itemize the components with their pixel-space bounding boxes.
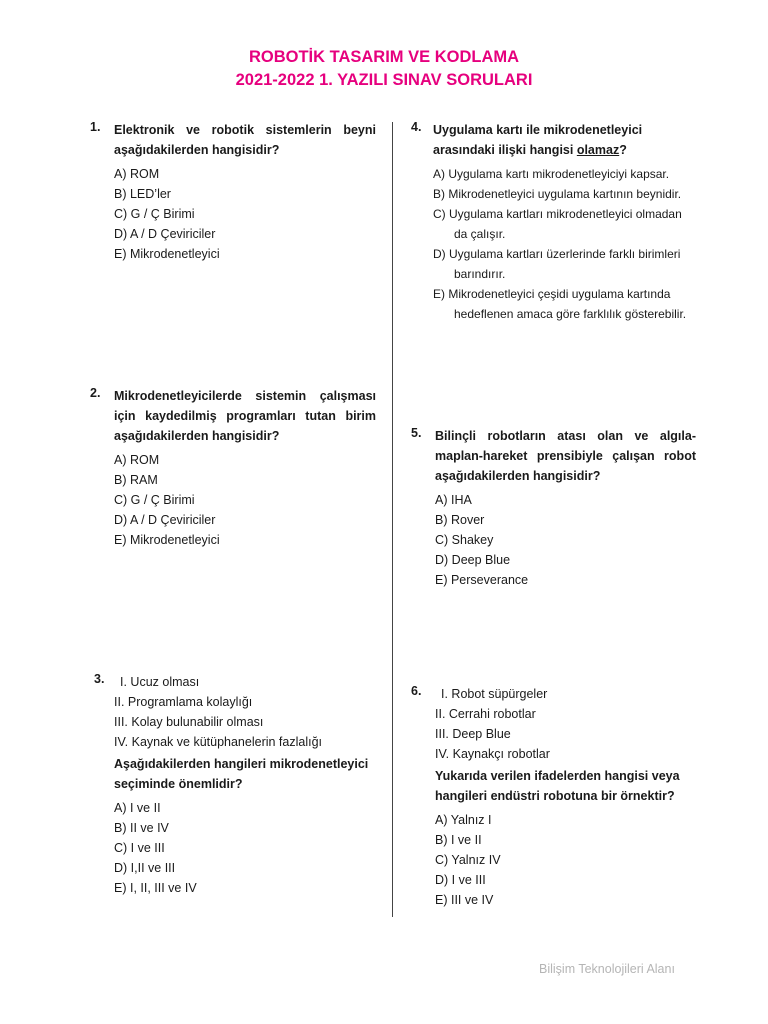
option-d: D) I ve III xyxy=(435,873,486,887)
title-line-1: ROBOTİK TASARIM VE KODLAMA xyxy=(248,48,520,66)
question-4 xyxy=(411,120,696,324)
option-b: B) II ve IV xyxy=(114,821,169,835)
option-c: C) Shakey xyxy=(435,533,494,547)
roman-item-1: I. Robot süpürgeler xyxy=(441,687,548,701)
question-stem: Mikrodenetleyicilerde sistemin çalışması için kaydedilmiş programları tutan birim aşağıdakilerden hangisidir? xyxy=(114,389,376,443)
option-e: E) III ve IV xyxy=(435,893,494,907)
option-a: A) ROM xyxy=(114,167,160,181)
question-stem: Bilinçli robotların atası olan ve algıla- maplan-hareket prensibiyle çalışan robot aşağıdakilerden hangisidir? xyxy=(435,429,696,483)
option-d: D) A / D Çeviriciler xyxy=(114,513,216,527)
option-a: A) Uygulama kartı mikrodenetleyiciyi kapsar. xyxy=(433,167,670,181)
question-number: 5. xyxy=(411,426,422,440)
option-a: A) I ve II xyxy=(114,801,161,815)
option-c: C) I ve III xyxy=(114,841,165,855)
option-d: D) Uygulama kartları üzerlerinde farklı birimleri barındırır. xyxy=(433,247,681,281)
option-c: C) G / Ç Birimi xyxy=(114,207,195,221)
question-stem xyxy=(433,120,696,160)
question-number: 4. xyxy=(411,120,422,134)
option-e: E) Mikrodenetleyici çeşidi uygulama kartında hedeflenen amaca göre farklılık gösterebilir. xyxy=(433,287,687,321)
question-3 xyxy=(94,672,376,898)
question-number: 2. xyxy=(90,386,101,400)
question-2 xyxy=(90,386,376,550)
footer-department: Bilişim Teknolojileri Alanı xyxy=(539,962,675,976)
option-a: A) IHA xyxy=(435,493,472,507)
title-line-2: 2021-2022 1. YAZILI SINAV SORULARI xyxy=(235,71,533,89)
stem-emphasis: olamaz xyxy=(576,143,620,157)
option-d: D) Deep Blue xyxy=(435,553,511,567)
question-6 xyxy=(411,684,696,910)
option-c: C) Yalnız IV xyxy=(435,853,501,867)
option-e: E) Mikrodenetleyici xyxy=(114,247,220,261)
roman-item-3: III. Kolay bulunabilir olması xyxy=(114,715,264,729)
roman-item-4: IV. Kaynak ve kütüphanelerin fazlalığı xyxy=(114,735,323,749)
question-stem: Aşağıdakilerden hangileri mikrodenetleyici seçiminde önemlidir? xyxy=(114,757,369,791)
roman-item-1: I. Ucuz olması xyxy=(120,675,200,689)
page-title xyxy=(0,46,768,92)
question-1 xyxy=(90,120,376,264)
roman-item-2: II. Cerrahi robotlar xyxy=(435,707,536,721)
question-5 xyxy=(411,426,696,590)
roman-item-3: III. Deep Blue xyxy=(435,727,511,741)
option-e: E) Mikrodenetleyici xyxy=(114,533,220,547)
option-a: A) ROM xyxy=(114,453,160,467)
question-number: 3. xyxy=(94,672,105,686)
option-c: C) Uygulama kartları mikrodenetleyici olmadan da çalışır. xyxy=(433,207,682,241)
option-b: B) Rover xyxy=(435,513,485,527)
option-e: E) I, II, III ve IV xyxy=(114,881,197,895)
roman-item-2: II. Programlama kolaylığı xyxy=(114,695,253,709)
option-b: B) Mikrodenetleyici uygulama kartının beynidir. xyxy=(433,187,682,201)
roman-item-4: IV. Kaynakçı robotlar xyxy=(435,747,550,761)
option-b: B) LED’ler xyxy=(114,187,171,201)
option-b: B) RAM xyxy=(114,473,158,487)
question-number: 6. xyxy=(411,684,422,698)
question-stem: Elektronik ve robotik sistemlerin beyni aşağıdakilerden hangisidir? xyxy=(114,123,376,157)
stem-text: Uygulama kartı ile mikrodenetleyici arasındaki ilişki hangisi xyxy=(433,123,643,157)
option-d: D) I,II ve III xyxy=(114,861,176,875)
option-d: D) A / D Çeviriciler xyxy=(114,227,216,241)
option-e: E) Perseverance xyxy=(435,573,529,587)
option-c: C) G / Ç Birimi xyxy=(114,493,195,507)
question-number: 1. xyxy=(90,120,101,134)
option-b: B) I ve II xyxy=(435,833,482,847)
option-a: A) Yalnız I xyxy=(435,813,492,827)
stem-end: ? xyxy=(619,143,627,157)
column-divider xyxy=(392,122,393,917)
question-stem: Yukarıda verilen ifadelerden hangisi veya hangileri endüstri robotuna bir örnektir? xyxy=(435,769,680,803)
